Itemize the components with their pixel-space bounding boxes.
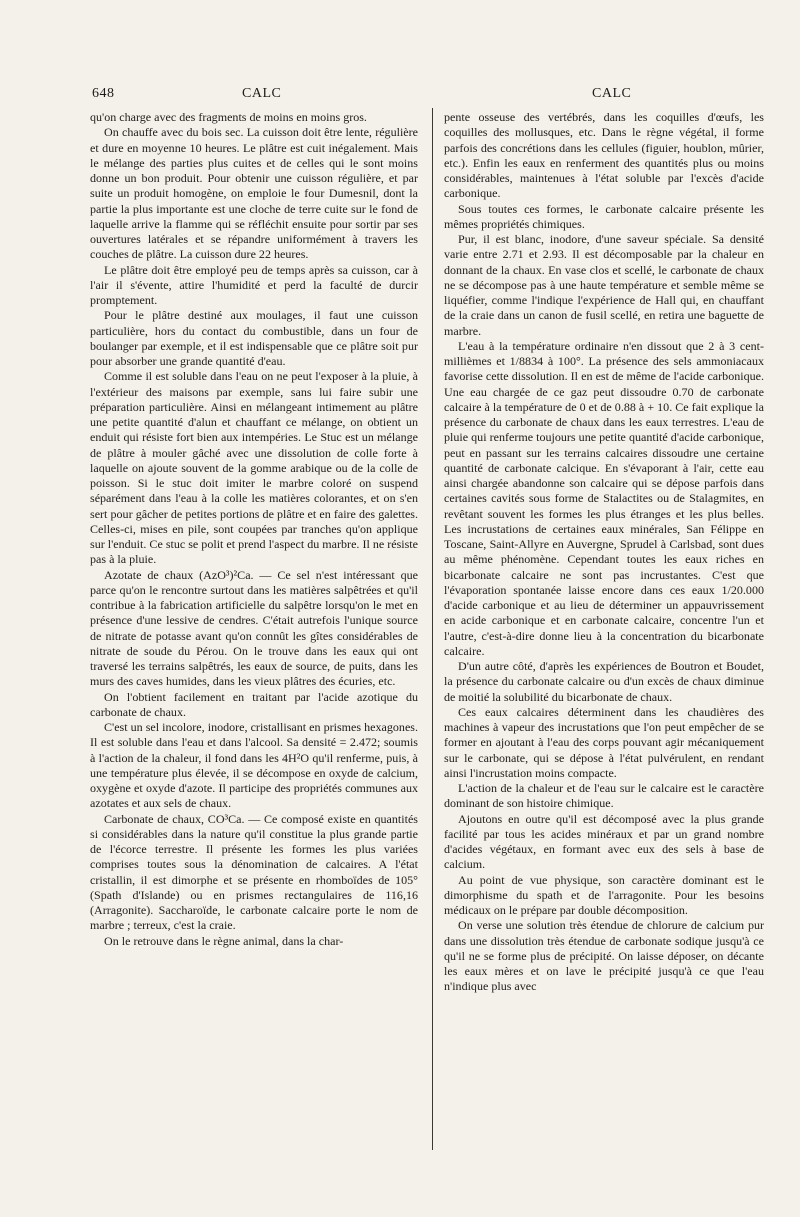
paragraph: pente osseuse des vertébrés, dans les coquilles d'œufs, les coquilles des mollusques, etc. Dans le règne végétal, il forme parfois des concrétions dans les cellules (figuier, houblon, mûrier, etc.). Enfin les eaux en renferment des quantités plus ou moins considérables, maintenues à l'état soluble par l'excès d'acide carbonique.	[444, 110, 764, 201]
paragraph: Ajoutons en outre qu'il est décomposé avec la plus grande facilité par tous les acides minéraux et par un grand nombre d'acides végétaux, en formant avec eux des sels à base de calcium.	[444, 811, 764, 872]
paragraph: On chauffe avec du bois sec. La cuisson doit être lente, régulière et dure en moyenne 10 heures. Le plâtre est cuit inégalement. Mais le mélange des parties plus cuites et de celles qui le sont moins donne un bon produit. Pour obtenir une cuisson régulière, et par suite un produit homogène, on emploie le four Dumesnil, dont la partie la plus importante est une cloche de terre cuite sur le fond de laquelle arrive la flamme qui se réfléchit ensuite pour sortir par ses ouvertures latérales et se répandre uniformément à travers les couches de plâtre. La cuisson dure 22 heures.	[90, 125, 418, 262]
page-number: 648	[92, 86, 115, 101]
paragraph: Comme il est soluble dans l'eau on ne peut l'exposer à la pluie, à l'extérieur des maisons par exemple, sans lui faire subir une préparation particulière. Ainsi en mélangeant intimement au plâtre une petite quantité d'alun et chauffant ce mélange, on obtient un enduit qui résiste fort bien aux intempéries. Le Stuc est un mélange de plâtre à mouler gâché avec une dissolution de colle forte à laquelle on ajoute souvent de la gomme arabique ou de la colle de poisson. Si le stuc doit imiter le marbre coloré on suspend séparément dans l'eau à la colle les matières colorantes, et on s'en sert pour gâcher de petites portions de plâtre et en faire des galettes. Celles-ci, mises en pile, sont coupées par tranches qu'on applique sur l'enduit. Ce stuc se polit et prend l'aspect du marbre. Il ne résiste pas à la pluie.	[90, 369, 418, 567]
paragraph: Pour le plâtre destiné aux moulages, il faut une cuisson particulière, hors du contact du combustible, dans un four de boulanger par exemple, et il est indispensable que ce plâtre soit pur pour absorber une grande quantité d'eau.	[90, 308, 418, 368]
paragraph: On le retrouve dans le règne animal, dans la char-	[104, 933, 344, 948]
paragraph: L'action de la chaleur et de l'eau sur le calcaire est le caractère dominant de son histoire chimique.	[444, 781, 764, 811]
paragraph: D'un autre côté, d'après les expériences de Boutron et Boudet, la présence du carbonate calcaire ou d'un excès de chaux diminue de moitié la solubilité du bicarbonate de chaux.	[444, 659, 764, 704]
paragraph: Le plâtre doit être employé peu de temps après sa cuisson, car à l'air il s'évente, attire l'humidité et perd la faculté de durcir promptement.	[90, 262, 418, 307]
column-divider	[432, 108, 433, 1150]
paragraph: Au point de vue physique, son caractère dominant est le dimorphisme du spath et de l'arragonite. Pour les besoins médicaux on le prépare par double décomposition.	[444, 872, 764, 917]
left-column	[90, 110, 418, 949]
paragraph: Sous toutes ces formes, le carbonate calcaire présente les mêmes propriétés chimiques.	[444, 201, 764, 231]
paragraph: Carbonate de chaux, CO³Ca. — Ce composé existe en quantités si considérables dans la nature qu'il constitue la plus grande partie de l'écorce terrestre. Il présente les formes les plus variées comprises toutes sous la dénomination de calcaires. A l'état cristallin, il est dimorphe et se présente en rhomboïdes de 105° (Spath d'Islande) ou en prismes rectangulaires de 116,16 (Arragonite). Saccharoïde, le carbonate calcaire porte le nom de marbre ; terreux, c'est la craie.	[90, 811, 418, 933]
paragraph: C'est un sel incolore, inodore, cristallisant en prismes hexagones. Il est soluble dans l'eau et dans l'alcool. Sa densité = 2.472; soumis à l'action de la chaleur, il fond dans les 4H²O qu'il renferme, puis, à une température plus élevée, il se décompose en oxyde de calcium, oxygène et oxyde d'azote. Il participe des propriétés communes aux azotates et aux sels de chaux.	[90, 720, 418, 811]
paragraph: Pur, il est blanc, inodore, d'une saveur spéciale. Sa densité varie entre 2.71 et 2.93. Il est décomposable par la chaleur en donnant de la chaux. En vase clos et scellé, le carbonate de chaux ne se décompose pas à une haute température et semble même se liquéfier, comme l'indique l'expérience de Hall qui, en chauffant de la craie dans un canon de fusil scellé, en retira une baguette de marbre.	[444, 232, 764, 338]
paragraph: qu'on charge avec des fragments de moins en moins gros.	[90, 110, 367, 124]
paragraph: Ces eaux calcaires déterminent dans les chaudières des machines à vapeur des incrustations que l'on peut empêcher de se former en ajoutant à l'eau des corps pouvant agir mécaniquement sur le carbonate, qui se dépose à l'état pulvérulent, en rendant ainsi l'incrustation moins compacte.	[444, 704, 764, 780]
right-column	[444, 110, 764, 995]
running-head-left: CALC	[242, 86, 282, 101]
paragraph: Azotate de chaux (AzO³)²Ca. — Ce sel n'est intéressant que parce qu'on le rencontre surtout dans les matières salpêtrées et qu'il contribue à la fabrication artificielle du salpêtre lorsqu'on le met en présence d'une lessive de cendres. C'était autrefois l'unique source de nitrate de potasse avant qu'on connût les gîtes considérables de nitrate de soude du Pérou. On le trouve dans les eaux qui ont traversé les terrains salpêtrés, les eaux de source, de puits, dans les murs des caves humides, dans les vieux plâtres des écuries, etc.	[90, 567, 418, 689]
paragraph: On verse une solution très étendue de chlorure de calcium pur dans une dissolution très étendue de carbonate sodique jusqu'à ce qu'il ne se forme plus de précipité. On laisse déposer, on décante les eaux mères et on lave le précipité jusqu'à ce que l'eau n'indique plus avec	[444, 918, 764, 994]
paragraph: On l'obtient facilement en traitant par l'acide azotique du carbonate de chaux.	[90, 689, 418, 719]
paragraph: L'eau à la température ordinaire n'en dissout que 2 à 3 cent-millièmes et 1/8834 à 100°. La présence des sels ammoniacaux favorise cette dissolution. Il en est de même de l'acide carbonique. Une eau chargée de ce gaz peut dissoudre 0.70 de carbonate calcaire à la température de 0 et de 0.88 à + 10. Ce fait explique la présence du carbonate de chaux dans les eaux terrestres. L'eau de pluie qui renferme toujours une petite quantité d'acide carbonique, peut en passant sur les terrains calcaires dissoudre une certaine quantité de carbonate calcique. En s'évaporant à l'air, cette eau ainsi chargée abandonne son calcaire qui se dépose parfois dans certaines cavités sous forme de Stalactites ou de Stalagmites, en revêtant souvent les formes les plus étranges et les plus belles. Les incrustations de certaines eaux minérales, San Félippe en Toscane, Saint-Allyre en Auvergne, Sprudel à Carlsbad, sont dues au même phénomène. Cependant toutes les eaux riches en bicarbonate calcaire ne sont pas incrustantes. C'est que l'évaporation spontanée laisse encore dans ces eaux 1/20.000 d'acide carbonique et au lieu de déterminer un appauvrissement en acide carbonique et en carbonate calcaire, concentre l'un et l'autre, c'est-à-dire donne lieu à la concentration du bicarbonate calcaire.	[444, 338, 764, 658]
page-header	[92, 86, 722, 106]
running-head-right: CALC	[592, 86, 632, 101]
